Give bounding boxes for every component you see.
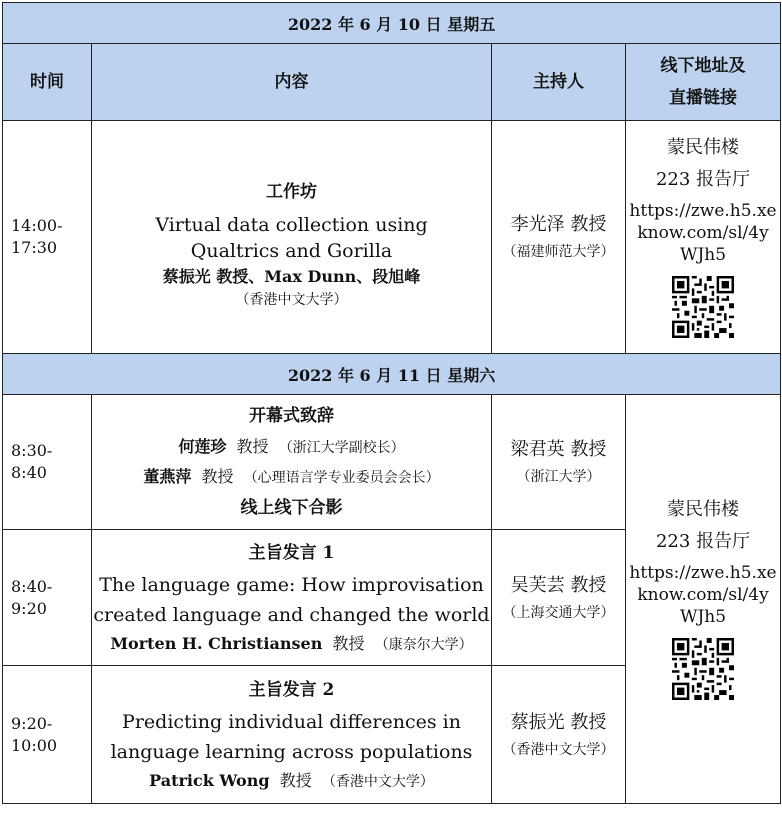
- speaker: [92, 630, 491, 659]
- header-time: 时间: [3, 44, 92, 121]
- session-host: [492, 666, 626, 804]
- time-end: 17:30: [11, 238, 58, 257]
- session-time: [3, 530, 92, 666]
- talk-title-line1: Predicting individual differences in: [122, 711, 461, 733]
- host-name: 吴芙芸 教授: [510, 574, 607, 596]
- qr-code-icon[interactable]: [672, 276, 734, 338]
- time-start: 8:40-: [11, 576, 53, 596]
- talk-title-line1: The language game: How improvisation: [99, 574, 484, 596]
- speaker-name: Patrick Wong: [149, 771, 270, 790]
- livestream-url-line2[interactable]: know.com/sl/4y: [637, 585, 769, 605]
- time-end: 10:00: [11, 735, 58, 755]
- speaker-2-title: 教授: [191, 467, 244, 486]
- session-title: 主旨发言 1: [248, 543, 335, 563]
- session-title: 主旨发言 2: [248, 680, 335, 700]
- livestream-url-line3[interactable]: WJh5: [679, 607, 727, 627]
- speaker: [92, 767, 491, 796]
- session-row-opening: [3, 395, 781, 530]
- day1-heading: 2022 年 6 月 10 日 星期五: [3, 3, 781, 44]
- speakers: 蔡振光 教授、Max Dunn、段旭峰: [162, 267, 421, 286]
- session-time: [3, 666, 92, 804]
- time-end: 8:40: [11, 463, 47, 482]
- livestream-url-line2[interactable]: know.com/sl/4y: [637, 223, 769, 243]
- livestream-url-line3[interactable]: WJh5: [679, 245, 727, 265]
- session-time: [3, 395, 92, 530]
- speaker-1-affiliation: （浙江大学副校长）: [278, 440, 405, 456]
- session-content: [92, 666, 492, 804]
- session-content: [92, 395, 492, 530]
- header-location: [626, 44, 781, 121]
- session-host: [492, 121, 626, 354]
- time-start: 9:20-: [11, 713, 53, 733]
- speaker-2-name: 董燕萍: [143, 467, 192, 486]
- location-cell-day2: [626, 395, 781, 804]
- host-affiliation: （福建师范大学）: [502, 244, 615, 260]
- location-building: 蒙民伟楼: [667, 499, 740, 520]
- header-content: 内容: [92, 44, 492, 121]
- host-affiliation: （浙江大学）: [516, 469, 601, 485]
- location-hall: 223 报告厅: [655, 531, 751, 552]
- speaker-title: 教授: [322, 634, 375, 653]
- location-cell-day1: [626, 121, 781, 354]
- speaker-affiliation: （香港中文大学）: [321, 774, 434, 790]
- speaker-2-affiliation: （心理语言学专业委员会会长）: [243, 470, 440, 486]
- host-name: 李光泽 教授: [510, 214, 607, 235]
- speaker-2: [92, 463, 491, 492]
- host-affiliation: （香港中文大学）: [502, 741, 615, 758]
- speaker-1-title: 教授: [226, 437, 279, 456]
- talk-title-line1: Virtual data collection using: [155, 214, 428, 236]
- session-content: [92, 121, 492, 354]
- day2-heading: 2022 年 6 月 11 日 星期六: [3, 354, 781, 395]
- session-host: [492, 530, 626, 666]
- qr-code-icon[interactable]: [672, 638, 734, 700]
- host-name: 梁君英 教授: [510, 439, 607, 460]
- livestream-url-line1[interactable]: https://zwe.h5.xe: [629, 563, 777, 583]
- livestream-url-line1[interactable]: https://zwe.h5.xe: [629, 201, 777, 221]
- session-content: [92, 530, 492, 666]
- host-name: 蔡振光 教授: [510, 711, 607, 733]
- speaker-title: 教授: [269, 771, 322, 790]
- time-end: 9:20: [11, 598, 47, 618]
- speaker-1: [92, 432, 491, 463]
- location-hall: 223 报告厅: [655, 169, 751, 190]
- group-photo: 线上线下合影: [240, 498, 343, 518]
- speakers-affiliation: （香港中文大学）: [235, 292, 348, 308]
- talk-title-line2: Qualtrics and Gorilla: [190, 240, 393, 262]
- schedule-table: [2, 2, 781, 804]
- header-host: 主持人: [492, 44, 626, 121]
- session-title: 开幕式致辞: [249, 406, 334, 426]
- time-start: 8:30-: [11, 441, 53, 460]
- session-time: [3, 121, 92, 354]
- host-affiliation: （上海交通大学）: [502, 604, 615, 621]
- speaker-name: Morten H. Christiansen: [110, 634, 323, 653]
- speaker-1-name: 何莲珍: [178, 437, 227, 456]
- session-row-workshop: [3, 121, 781, 354]
- header-location-line1: 线下地址及: [660, 56, 746, 76]
- location-building: 蒙民伟楼: [667, 137, 740, 158]
- talk-title-line2: language learning across populations: [110, 741, 473, 763]
- time-start: 14:00-: [11, 216, 63, 235]
- header-location-line2: 直播链接: [669, 88, 738, 108]
- session-host: [492, 395, 626, 530]
- speaker-affiliation: （康奈尔大学）: [374, 637, 473, 653]
- talk-title-line2: created language and changed the world: [93, 604, 490, 626]
- session-title: 工作坊: [266, 182, 317, 202]
